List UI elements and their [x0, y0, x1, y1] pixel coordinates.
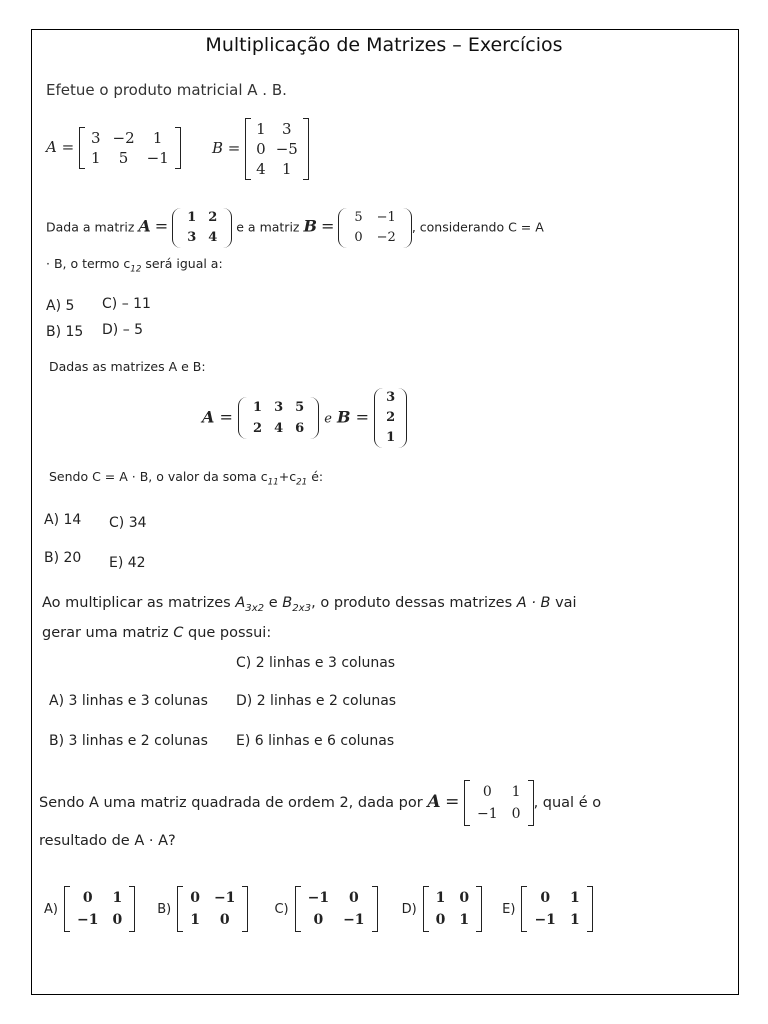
q5-line1-a: Sendo A uma matriz quadrada de ordem 2, dada por	[39, 795, 423, 811]
q2-b-matrix	[338, 208, 411, 248]
q5-a-table	[470, 781, 528, 825]
matrix-cell: 4	[256, 160, 266, 178]
bracket-right	[476, 886, 482, 932]
matrix-cell: 0	[459, 890, 470, 906]
q2-b-var: B	[303, 216, 317, 236]
q1-a-label: A =	[46, 138, 75, 156]
q4-c-var: C	[173, 625, 184, 641]
matrix-cell: 1	[569, 890, 580, 906]
matrix-row	[183, 887, 242, 909]
matrix-row	[251, 139, 303, 159]
q3-question	[49, 469, 323, 488]
matrix-cell: −1	[307, 890, 330, 906]
matrix-row	[181, 228, 223, 248]
matrix-cell: 3	[187, 230, 197, 245]
matrix-cell: −1	[213, 890, 236, 906]
q2-line2-sub: 12	[130, 264, 142, 275]
q2-a-table	[181, 208, 223, 248]
q5-a-matrix	[464, 780, 534, 826]
q2-mid: e a matriz	[236, 219, 300, 235]
bracket-left	[177, 886, 183, 932]
q2-a-matrix	[172, 208, 232, 248]
matrix-cell: 2	[253, 421, 263, 436]
bracket-left	[295, 886, 301, 932]
q2-eq-b: =	[320, 216, 335, 236]
q5-eq: =	[445, 792, 460, 812]
matrix-row	[70, 909, 129, 931]
q4-and: e	[264, 595, 283, 611]
matrix-cell: 0	[190, 890, 200, 906]
matrix-cell: 1	[152, 129, 163, 147]
matrix-cell: 0	[511, 806, 521, 822]
matrix-cell: 1	[256, 120, 266, 138]
matrix-cell: 0	[112, 912, 123, 928]
q5-option-matrix	[527, 887, 586, 931]
matrix-cell: 0	[313, 912, 324, 928]
matrix-cell: 4	[208, 230, 218, 245]
matrix-cell: 1	[569, 912, 580, 928]
bracket-left	[521, 886, 527, 932]
q3-a-var: A	[202, 407, 215, 427]
q4-option-a[interactable]: A) 3 linhas e 3 colunas	[49, 693, 208, 709]
q2-option-a[interactable]: A) 5	[46, 298, 75, 314]
matrix-cell: 1	[459, 912, 470, 928]
q4-line1-a: Ao multiplicar as matrizes	[42, 595, 236, 611]
q4-option-b[interactable]: B) 3 linhas e 2 colunas	[49, 733, 208, 749]
q3-line-pre: Sendo C = A · B, o valor da soma c	[49, 469, 268, 484]
matrix-cell: 1	[190, 912, 200, 928]
q3-eq-b: =	[355, 407, 370, 427]
q4-line2-b: que possui:	[183, 625, 272, 641]
q1-matrix-a	[46, 127, 181, 169]
matrix-row	[301, 887, 372, 909]
q2-line2	[46, 256, 223, 275]
matrix-cell: 1	[281, 160, 292, 178]
matrix-cell: −2	[376, 230, 396, 245]
q2-line1	[46, 208, 544, 248]
q2-option-d[interactable]: D) – 5	[102, 322, 144, 338]
matrix-row	[251, 119, 303, 139]
bracket-left	[423, 886, 429, 932]
q1-prompt: Efetue o produto matricial A . B.	[46, 81, 287, 99]
q2-eq: =	[154, 216, 169, 236]
matrix-row	[527, 909, 586, 931]
matrix-cell: −1	[534, 912, 556, 928]
q3-option-a[interactable]: A) 14	[44, 512, 82, 528]
matrix-row	[470, 803, 528, 825]
q4-m1: A	[235, 595, 246, 611]
q3-a-table	[247, 397, 310, 439]
q1-matrix-b	[212, 118, 309, 180]
q3-b-var: B	[337, 407, 351, 427]
q1-b-matrix	[245, 118, 309, 180]
q3-line-post: é:	[307, 469, 324, 484]
page-title: Multiplicação de Matrizes – Exercícios	[205, 34, 563, 56]
q5-options	[44, 886, 593, 932]
matrix-row	[247, 418, 310, 439]
matrix-row	[429, 887, 477, 909]
q5-option-e[interactable]	[502, 886, 593, 932]
matrix-cell: 3	[90, 129, 101, 147]
q5-line1	[39, 780, 601, 826]
q4-line2	[42, 625, 271, 641]
q3-sub1: 11	[267, 477, 279, 488]
matrix-cell: −1	[343, 912, 365, 928]
matrix-cell: 1	[435, 890, 446, 906]
matrix-cell: −1	[376, 210, 396, 225]
matrix-cell: 0	[256, 140, 266, 158]
matrix-cell: −1	[76, 912, 99, 928]
q3-prompt: Dadas as matrizes A e B:	[49, 359, 206, 374]
q3-plus: +c	[278, 469, 297, 484]
matrix-row	[85, 128, 175, 148]
q4-option-c[interactable]: C) 2 linhas e 3 colunas	[236, 655, 396, 671]
matrix-row	[247, 397, 310, 418]
matrix-row	[429, 909, 477, 931]
matrix-cell: 1	[253, 400, 263, 415]
matrix-cell: −2	[112, 129, 135, 147]
q3-matrices	[202, 388, 407, 448]
matrix-row	[181, 208, 223, 228]
matrix-cell: 0	[540, 890, 551, 906]
matrix-row	[383, 408, 398, 428]
bracket-right	[242, 886, 248, 932]
matrix-row	[383, 428, 398, 448]
matrix-cell: 0	[348, 890, 359, 906]
q4-m1-sub: 3x2	[245, 602, 265, 614]
matrix-cell: 0	[482, 784, 492, 800]
matrix-cell: −1	[477, 806, 498, 822]
matrix-row	[251, 159, 303, 179]
matrix-cell: 6	[295, 421, 305, 436]
q3-b-matrix	[374, 388, 407, 448]
matrix-row	[347, 228, 402, 248]
matrix-cell: 5	[295, 400, 305, 415]
q4-option-d[interactable]: D) 2 linhas e 2 colunas	[236, 693, 397, 709]
q2-tail: , considerando C = A	[411, 219, 544, 235]
matrix-row	[347, 208, 402, 228]
matrix-cell: 5	[354, 210, 363, 225]
q5-option-matrix	[301, 887, 372, 931]
q2-b-table	[347, 208, 402, 248]
matrix-row	[183, 909, 242, 931]
q1-b-label: B =	[212, 139, 241, 157]
matrix-cell: 5	[118, 149, 129, 167]
q1-a-matrix	[79, 127, 181, 169]
matrix-cell: 4	[274, 421, 284, 436]
q2-lead: Dada a matriz	[46, 219, 135, 235]
matrix-cell: 1	[112, 890, 123, 906]
q3-option-c[interactable]: C) 34	[109, 515, 147, 531]
q4-prod: A · B	[516, 595, 551, 611]
q5-option-label: C)	[274, 901, 289, 917]
q5-option-label: D)	[401, 901, 417, 917]
q5-option-matrix	[183, 887, 242, 931]
matrix-cell: 1	[187, 210, 197, 225]
q5-line1-b: , qual é o	[533, 795, 602, 811]
bracket-right	[129, 886, 135, 932]
q1-a-table	[85, 128, 175, 168]
q5-option-matrix	[429, 887, 477, 931]
q5-a-var: A	[427, 792, 441, 812]
matrix-cell: 1	[386, 430, 396, 445]
matrix-cell: 3	[386, 390, 396, 405]
q5-option-b[interactable]	[157, 886, 248, 932]
q5-line2: resultado de A · A?	[39, 833, 176, 849]
q4-line1-b: , o produto dessas matrizes	[311, 595, 517, 611]
q2-line2-pre: · B, o termo c	[46, 256, 131, 271]
q3-option-b[interactable]: B) 20	[44, 550, 82, 566]
q2-option-b[interactable]: B) 15	[46, 324, 84, 340]
matrix-cell: 0	[354, 230, 363, 245]
page-frame	[31, 29, 739, 995]
q5-option-c[interactable]	[274, 886, 377, 932]
bracket-right	[587, 886, 593, 932]
matrix-cell: −1	[146, 149, 169, 167]
matrix-row	[301, 909, 372, 931]
bracket-left	[64, 886, 70, 932]
matrix-row	[383, 388, 398, 408]
matrix-row	[527, 887, 586, 909]
matrix-cell: 0	[435, 912, 446, 928]
matrix-row	[70, 887, 129, 909]
q5-option-d[interactable]	[402, 886, 483, 932]
q1-b-table	[251, 119, 303, 179]
q3-a-matrix	[238, 397, 319, 439]
q4-m2: B	[282, 595, 293, 611]
q2-option-c[interactable]: C) – 11	[102, 296, 151, 312]
q4-line2-a: gerar uma matriz	[42, 625, 174, 641]
q4-line1	[42, 595, 577, 614]
q4-line1-c: vai	[550, 595, 577, 611]
matrix-cell: 0	[219, 912, 230, 928]
q3-option-e[interactable]: E) 42	[109, 555, 146, 571]
q5-option-label: B)	[157, 901, 172, 917]
matrix-cell: 3	[281, 120, 292, 138]
matrix-row	[85, 148, 175, 168]
q5-option-label: E)	[502, 901, 516, 917]
matrix-cell: 2	[208, 210, 218, 225]
q3-eq: =	[219, 407, 233, 427]
q2-a-var: A	[138, 216, 151, 236]
q3-sub2: 21	[296, 477, 308, 488]
matrix-cell: 1	[90, 149, 101, 167]
q4-m2-sub: 2x3	[292, 602, 312, 614]
q3-mid: e	[324, 411, 332, 427]
bracket-right	[372, 886, 378, 932]
q5-option-a[interactable]	[44, 886, 135, 932]
q3-b-table	[383, 388, 398, 448]
q4-option-e[interactable]: E) 6 linhas e 6 colunas	[236, 733, 395, 749]
matrix-row	[470, 781, 528, 803]
q2-line2-post: será igual a:	[141, 256, 223, 271]
matrix-cell: 2	[386, 410, 396, 425]
matrix-cell: 0	[82, 890, 93, 906]
matrix-cell: 3	[274, 400, 284, 415]
matrix-cell: 1	[511, 784, 521, 800]
matrix-cell: −5	[275, 140, 298, 158]
q5-option-matrix	[70, 887, 129, 931]
q5-option-label: A)	[44, 901, 58, 917]
